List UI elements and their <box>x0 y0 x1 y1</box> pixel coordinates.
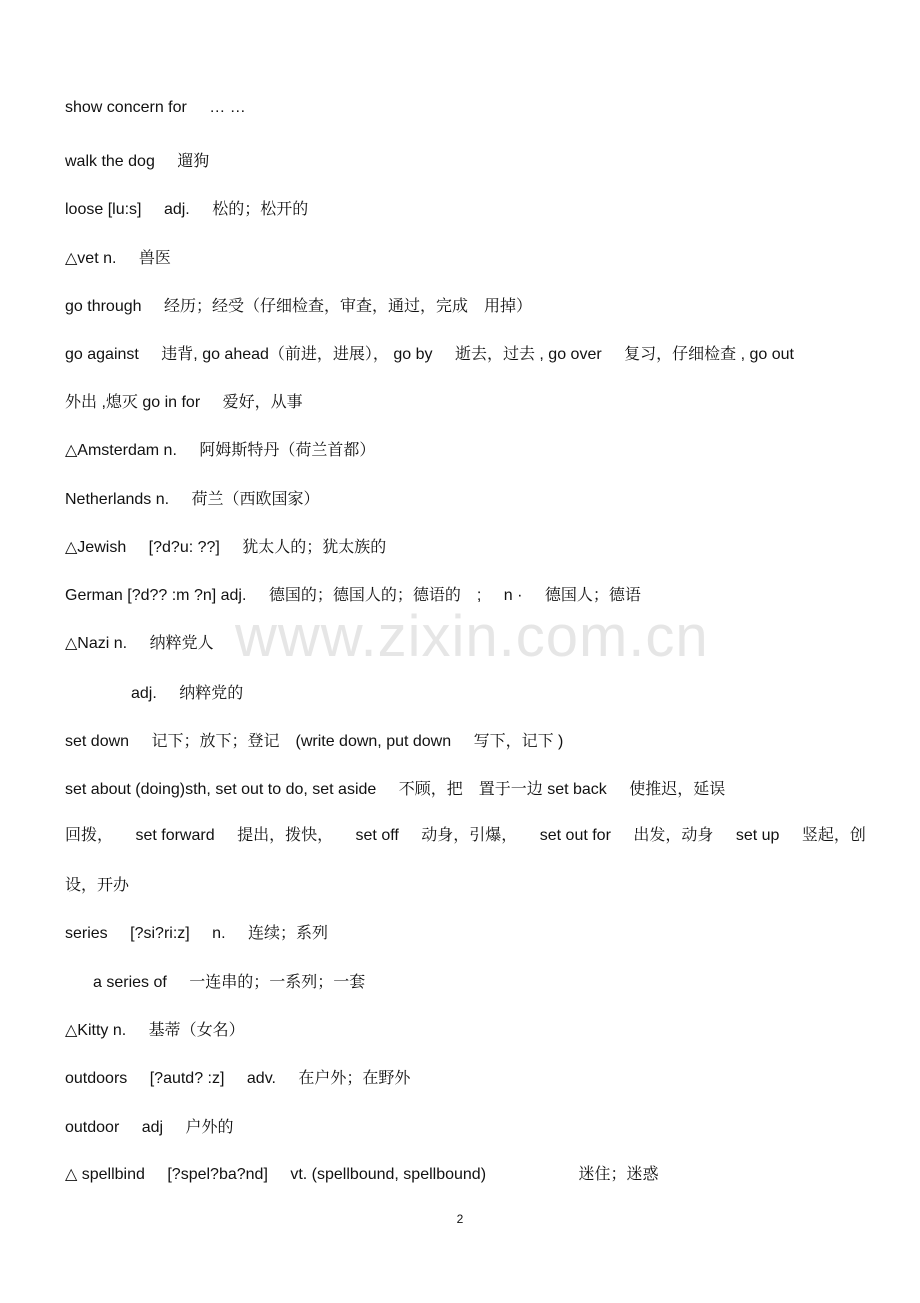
entry-phonetic: [?spel?ba?nd] <box>167 1166 268 1183</box>
entry-go-out-continued <box>65 389 880 412</box>
entry-term: △Kitty n. <box>65 1022 127 1039</box>
entry-phonetic: [?d?u: ??] <box>148 539 220 556</box>
entry-definition: 竖起，创 <box>801 827 866 844</box>
entry-term: Netherlands n. <box>65 491 170 508</box>
entry-definition: 犹太人的；犹太族的 <box>242 539 387 556</box>
watermark: www.zixin.com.cn <box>235 604 709 669</box>
entry-kitty <box>65 1017 880 1040</box>
entry-definition: 户外的 <box>185 1119 234 1136</box>
entry-show-concern-for <box>65 99 880 117</box>
entry-walk-the-dog <box>65 148 880 171</box>
entry-definition: 回拨， <box>65 827 114 844</box>
entry-term: set up <box>735 827 780 844</box>
entry-netherlands <box>65 486 880 509</box>
entry-term: go through <box>65 298 142 315</box>
entry-set-up-continued <box>65 872 880 895</box>
entry-definition: 出发，动身 <box>633 827 714 844</box>
entry-pos: n. <box>212 925 226 942</box>
entry-definition: 动身，引爆， <box>421 827 518 844</box>
entry-definition: 松的；松开的 <box>212 201 309 218</box>
entry-definition: 写下，记下 ) <box>473 733 564 750</box>
entry-term: outdoor <box>65 1119 120 1136</box>
entry-definition: 德国的；德国人的；德语的 ; <box>268 587 482 604</box>
entry-definition: 一连串的；一系列；一套 <box>189 974 366 991</box>
entry-term: loose [lu:s] <box>65 201 142 218</box>
entry-vet <box>65 245 880 268</box>
entry-german <box>65 582 880 605</box>
entry-term: set about (doing)sth, set out to do, set aside <box>65 781 377 798</box>
entry-definition: 纳粹党人 <box>149 635 214 652</box>
entry-definition: 在户外；在野外 <box>298 1070 411 1087</box>
entry-term: series <box>65 925 108 942</box>
page-number: 2 <box>456 1212 464 1226</box>
entry-a-series-of <box>93 969 880 992</box>
entry-term: set out for <box>539 827 611 844</box>
entry-term: △Amsterdam n. <box>65 442 177 459</box>
entry-pos: adj. <box>131 685 157 702</box>
entry-phonetic: [?autd? :z] <box>149 1070 225 1087</box>
entry-term: 外出 ,熄灭 go in for <box>65 394 201 411</box>
entry-term: show concern for <box>65 99 187 116</box>
entry-jewish <box>65 534 880 557</box>
entry-definition: 不顾，把 置于一边 set back <box>398 781 607 798</box>
entry-term: set forward <box>135 827 215 844</box>
entry-definition: 复习，仔细检查 , go out <box>624 346 794 363</box>
entry-definition: 荷兰（西欧国家） <box>191 491 320 508</box>
entry-definition: 兽医 <box>138 250 171 267</box>
entry-definition: 迷住；迷惑 <box>578 1166 659 1183</box>
entry-definition: 经历；经受（仔细检查，审查，通过，完成 用掉） <box>163 298 532 315</box>
entry-term: △Nazi n. <box>65 635 128 652</box>
entry-set-about <box>65 776 880 799</box>
entry-outdoors <box>65 1065 880 1088</box>
entry-outdoor <box>65 1114 880 1137</box>
entry-definition: 爱好，从事 <box>222 394 303 411</box>
entry-series <box>65 920 880 943</box>
entry-term: walk the dog <box>65 153 155 170</box>
entry-definition: 德国人；德语 <box>544 587 641 604</box>
entry-pos: adj. <box>163 201 190 218</box>
entry-set-phrases <box>65 822 880 845</box>
entry-term: set off <box>355 827 399 844</box>
entry-definition: 记下；放下；登记 (write down, put down <box>151 733 452 750</box>
entry-nazi-adj <box>131 680 880 703</box>
entry-spellbind <box>65 1161 880 1184</box>
entry-set-down <box>65 728 880 751</box>
entry-definition: 基蒂（女名） <box>148 1022 245 1039</box>
entry-term: set down <box>65 733 130 750</box>
entry-definition: 提出，拨快， <box>237 827 334 844</box>
entry-definition: 逝去，过去 , go over <box>454 346 602 363</box>
entry-term: go against <box>65 346 139 363</box>
entry-definition: 阿姆斯特丹（荷兰首都） <box>199 442 376 459</box>
entry-phonetic: [?si?ri:z] <box>130 925 190 942</box>
entry-term: outdoors <box>65 1070 128 1087</box>
entry-definition: 使推迟，延误 <box>629 781 726 798</box>
entry-definition: 违背, go ahead（前进，进展）， go by <box>161 346 433 363</box>
entry-term: △ spellbind <box>65 1166 145 1183</box>
entry-term: △Jewish <box>65 539 127 556</box>
entry-pos: adv. <box>246 1070 276 1087</box>
entry-go-through <box>65 293 880 316</box>
entry-definition: 连续；系列 <box>247 925 328 942</box>
entry-go-against <box>65 341 880 364</box>
entry-term: △vet n. <box>65 250 117 267</box>
entry-pos: adj <box>141 1119 164 1136</box>
entry-amsterdam <box>65 437 880 460</box>
entry-term: a series of <box>93 974 167 991</box>
entry-pos: vt. (spellbound, spellbound) <box>290 1166 487 1183</box>
entry-definition: … … <box>209 99 246 116</box>
entry-definition: 遛狗 <box>177 153 210 170</box>
entry-term: German [?d?? :m ?n] adj. <box>65 587 247 604</box>
entry-pos: n · <box>503 587 523 604</box>
entry-loose <box>65 196 880 219</box>
entry-definition: 设，开办 <box>65 877 130 894</box>
entry-definition: 纳粹党的 <box>179 685 244 702</box>
